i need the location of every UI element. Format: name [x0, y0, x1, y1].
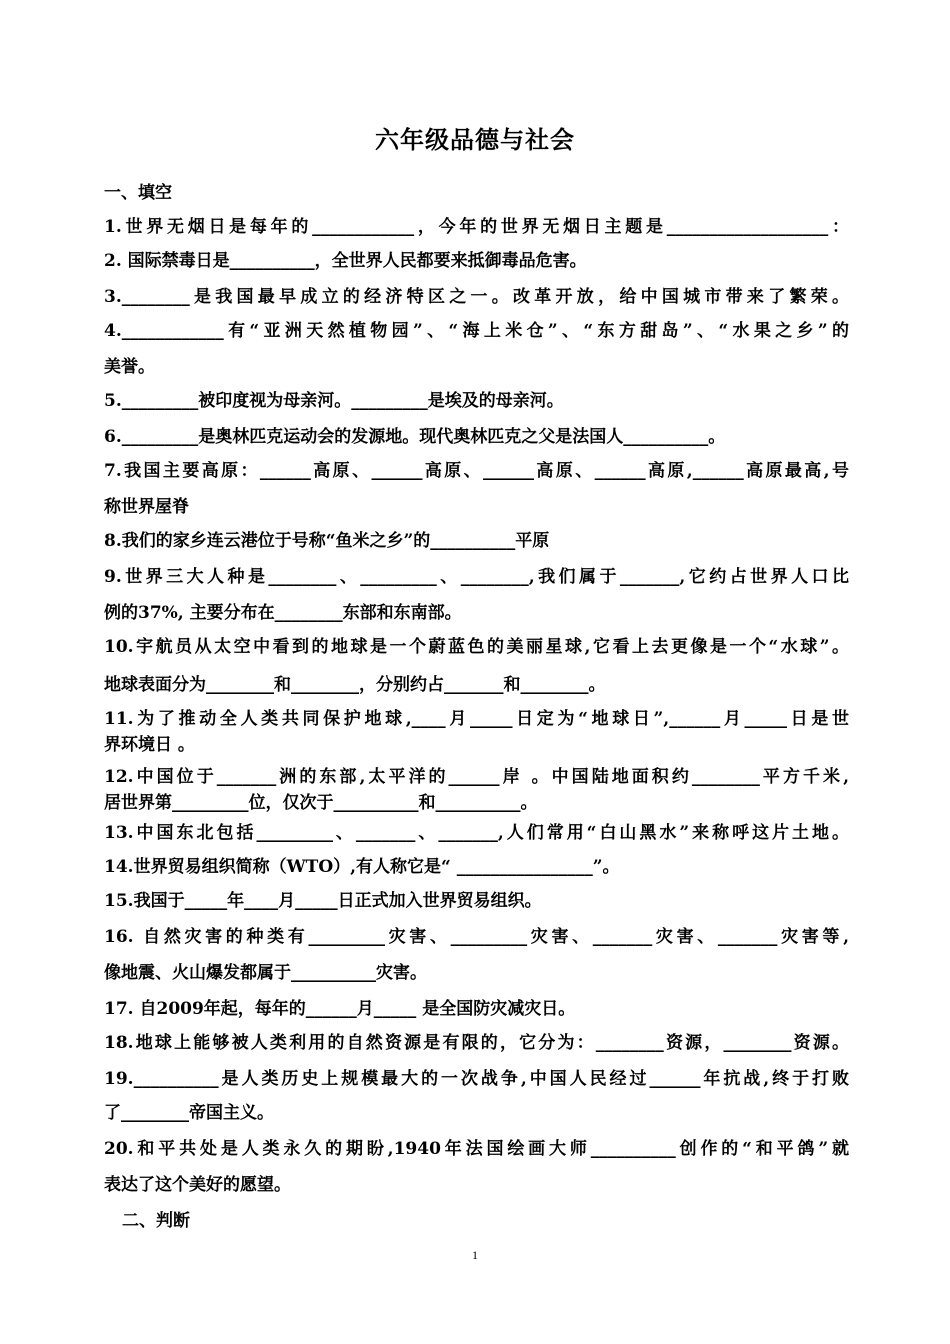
question-line: 11.为了推动全人类共同保护地球,____月_____日定为“地球日”,______月_____日是世: [104, 709, 849, 729]
question-line: 14.世界贸易组织简称（WTO）,有人称它是“ ________________”。: [104, 857, 620, 877]
question-line: 居世界第_________位，仅次于__________和__________。: [104, 793, 538, 813]
question-line: 例的37%, 主要分布在________东部和东南部。: [104, 603, 462, 623]
question-line: 8.我们的家乡连云港位于号称“鱼米之乡”的__________平原: [104, 531, 550, 551]
question-line: 3.________是我国最早成立的经济特区之一。改革开放，给中国城市带来了繁荣。: [104, 287, 849, 307]
question-line: 界环境日 。: [104, 735, 195, 755]
question-line: 15.我国于_____年____月_____日正式加入世界贸易组织。: [104, 891, 542, 911]
question-line: 9.世界三大人种是________、_________、________,我们属于_______,它约占世界人口比: [104, 567, 849, 587]
question-line: 12.中国位于_______洲的东部,太平洋的______岸 。中国陆地面积约________平方千米,: [104, 767, 849, 787]
question-line: 18.地球上能够被人类利用的自然资源是有限的，它分为：________资源，________资源。: [104, 1033, 849, 1053]
question-line: 7.我国主要高原：______高原、______高原、______高原、______高原,______高原最高,号: [104, 461, 849, 481]
question-line: 称世界屋脊: [104, 497, 189, 517]
page-number: 1: [472, 1248, 478, 1262]
question-line: 20.和平共处是人类永久的期盼,1940年法国绘画大师__________创作的“和平鸽”就: [104, 1139, 849, 1159]
question-line: 6._________是奥林匹克运动会的发源地。现代奥林匹克之父是法国人__________。: [104, 427, 726, 447]
question-line: 像地震、火山爆发都属于__________灾害。: [104, 963, 427, 983]
question-line: 表达了这个美好的愿望。: [104, 1175, 291, 1195]
section-heading-fill-in: 一、填空: [104, 183, 172, 203]
question-line: 19.__________是人类历史上规模最大的一次战争,中国人民经过______年抗战,终于打败: [104, 1069, 849, 1089]
section-heading-true-false: 二、判断: [122, 1211, 190, 1231]
question-line: 16. 自然灾害的种类有_________灾害、_________灾害、_______灾害、_______灾害等,: [104, 927, 849, 947]
question-line: 10.宇航员从太空中看到的地球是一个蔚蓝色的美丽星球,它看上去更像是一个“水球”。: [104, 637, 849, 657]
question-line: 17. 自2009年起，每年的______月_____ 是全国防灾减灾日。: [104, 999, 576, 1019]
question-line: 13.中国东北包括_________、_______、_______,人们常用“白山黑水”来称呼这片土地。: [104, 823, 849, 843]
question-line: 2. 国际禁毒日是__________，全世界人民都要来抵御毒品危害。: [104, 251, 587, 271]
question-line: 美誉。: [104, 357, 155, 377]
question-line: 了________帝国主义。: [104, 1103, 274, 1123]
page-title: 六年级品德与社会: [375, 125, 575, 154]
question-line: 4.____________有“亚洲天然植物园”、“海上米仓”、“东方甜岛”、“水果之乡”的: [104, 321, 849, 341]
question-line: 地球表面分为________和________，分别约占_______和________。: [104, 675, 606, 695]
question-line: 1.世界无烟日是每年的____________，今年的世界无烟日主题是___________________：: [104, 217, 849, 237]
question-line: 5._________被印度视为母亲河。_________是埃及的母亲河。: [104, 391, 564, 411]
